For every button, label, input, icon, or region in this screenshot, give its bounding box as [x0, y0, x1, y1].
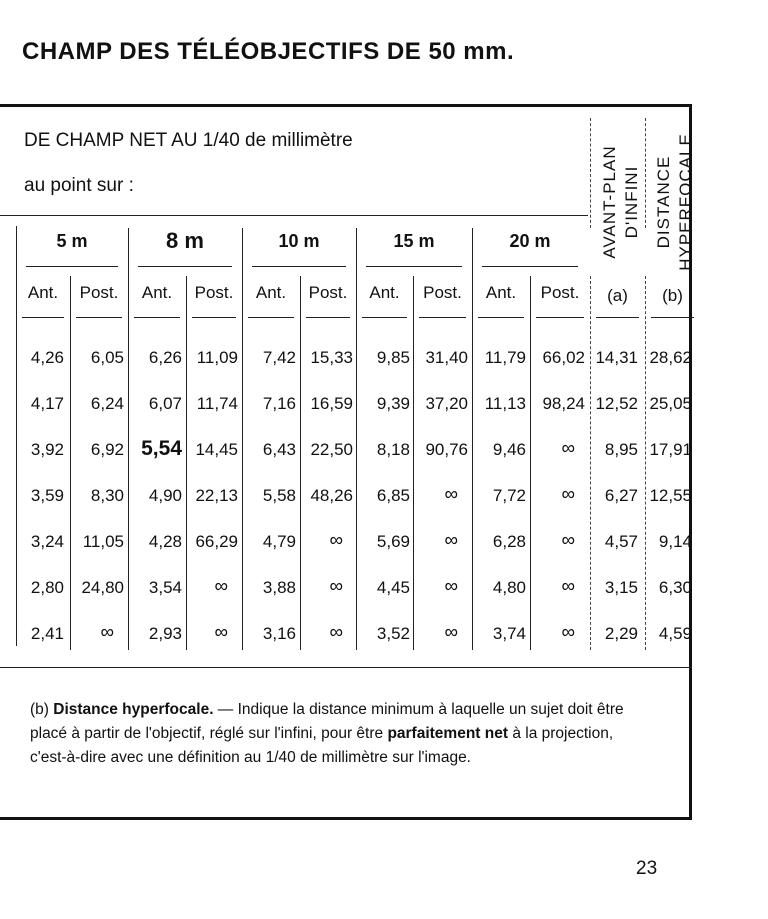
- table-cell: 3,24: [30, 532, 64, 551]
- table-cell: ∞: [561, 438, 575, 459]
- table-cell: 4,26: [30, 348, 64, 367]
- page-number: 23: [636, 858, 658, 879]
- table-cell: 6,05: [90, 348, 124, 367]
- table-cell: 6,26: [148, 348, 182, 367]
- table-cell: 98,24: [542, 394, 585, 413]
- header-distance-hyperfocale: DISTANCE HYPERFOCALE: [654, 133, 695, 271]
- table-cell: 6,92: [90, 440, 124, 459]
- table-cell: 4,90: [148, 486, 182, 505]
- table-cell: ∞: [561, 484, 575, 505]
- table-cell: 11,05: [82, 532, 124, 551]
- table-cell: 7,42: [262, 348, 296, 367]
- table-cell: 6,27: [604, 486, 638, 505]
- table-cell: 7,72: [492, 486, 526, 505]
- table-cell: 4,80: [492, 578, 526, 597]
- table-cell: ∞: [214, 576, 228, 597]
- table-cell: 11,79: [484, 348, 526, 367]
- table-cell: 3,59: [30, 486, 64, 505]
- table-cell: 3,74: [492, 624, 526, 643]
- header-avant-plan: AVANT-PLAN D'INFINI: [600, 145, 641, 259]
- column-header: (b): [662, 286, 683, 305]
- table-cell: 9,85: [376, 348, 410, 367]
- table-cell: 5,54: [141, 437, 182, 460]
- table-cell: ∞: [214, 622, 228, 643]
- rule-under-distance: [482, 266, 578, 267]
- table-cell: ∞: [444, 484, 458, 505]
- table-cell: 66,29: [195, 532, 238, 551]
- column-header: Ant.: [369, 283, 400, 302]
- table-cell: 5,69: [376, 532, 410, 551]
- table-cell: 6,30: [658, 578, 692, 597]
- footnote: [30, 698, 640, 770]
- column-header: Ant.: [141, 283, 173, 302]
- table-cell: 66,02: [542, 348, 585, 367]
- column-header: Post.: [540, 283, 580, 302]
- rule-under-distance: [138, 266, 232, 267]
- table-cell: 2,80: [30, 578, 64, 597]
- table-cell: 22,50: [310, 440, 353, 459]
- table-cell: 2,29: [604, 624, 638, 643]
- rule-under-column-header: [22, 317, 64, 318]
- table-cell: 3,16: [262, 624, 296, 643]
- rule-under-column-header: [134, 317, 180, 318]
- table-cell: ∞: [329, 622, 343, 643]
- table-cell: 3,52: [376, 624, 410, 643]
- rule-under-column-header: [478, 317, 524, 318]
- table-cell: ∞: [329, 576, 343, 597]
- column-separator: [645, 118, 646, 228]
- table-cell: 5,58: [262, 486, 296, 505]
- table-cell: 8,95: [604, 440, 638, 459]
- table-cell: 22,13: [195, 486, 238, 505]
- rule-under-column-header: [362, 317, 407, 318]
- column-header: Post.: [308, 283, 348, 302]
- rule-under-distance: [252, 266, 346, 267]
- table-cell: ∞: [444, 622, 458, 643]
- table-cell: 3,92: [30, 440, 64, 459]
- table-cell: ∞: [444, 530, 458, 551]
- table-cell: 4,45: [376, 578, 410, 597]
- table-cell: 3,15: [604, 578, 638, 597]
- table-cell: 4,28: [148, 532, 182, 551]
- distance-header: 10 m: [278, 231, 320, 251]
- table-cell: 4,57: [604, 532, 638, 551]
- table-cell: 6,28: [492, 532, 526, 551]
- rule-under-column-header: [596, 317, 639, 318]
- table-cell: 24,80: [81, 578, 124, 597]
- table-cell: 12,55: [649, 486, 692, 505]
- rule-table-bottom: [0, 667, 692, 668]
- page-title: CHAMP DES TÉLÉOBJECTIFS DE 50 mm.: [22, 38, 515, 65]
- table-cell: 6,85: [376, 486, 410, 505]
- table-cell: ∞: [561, 530, 575, 551]
- table-cell: ∞: [561, 622, 575, 643]
- rule-under-column-header: [651, 317, 694, 318]
- column-header: Post.: [79, 283, 119, 302]
- rule-under-intro: [0, 215, 588, 216]
- column-header: Post.: [194, 283, 234, 302]
- rule-under-column-header: [76, 317, 122, 318]
- table-cell: 6,07: [148, 394, 182, 413]
- table-cell: 2,41: [30, 624, 64, 643]
- distance-header: 20 m: [509, 231, 551, 251]
- table-cell: 9,46: [492, 440, 526, 459]
- table-cell: 12,52: [595, 394, 638, 413]
- table-cell: 3,88: [262, 578, 296, 597]
- table-cell: 9,39: [376, 394, 410, 413]
- rule-under-distance: [26, 266, 118, 267]
- intro-line-2: au point sur :: [24, 175, 134, 196]
- table-cell: ∞: [444, 576, 458, 597]
- table-cell: 8,30: [90, 486, 124, 505]
- intro-line-1: DE CHAMP NET AU 1/40 de millimètre: [24, 130, 353, 151]
- column-separator: [590, 118, 591, 228]
- footnote-text-b: à la projection, c'est-à-dire avec une définition au 1/40 de millimètre sur l'image.: [30, 725, 614, 766]
- table-cell: 2,93: [148, 624, 182, 643]
- table-cell: 16,59: [310, 394, 353, 413]
- table-cell: ∞: [561, 576, 575, 597]
- table-cell: 90,76: [425, 440, 468, 459]
- footnote-text-a: — Indique la distance minimum à laquelle un sujet doit être placé à partir de l'objectif, réglé sur l'infini, pour être: [30, 701, 624, 742]
- footnote-emphasis: parfaitement net: [387, 725, 509, 742]
- table-cell: ∞: [329, 530, 343, 551]
- table-cell: 11,09: [196, 348, 238, 367]
- table-cell: 15,33: [310, 348, 353, 367]
- rule-under-column-header: [419, 317, 466, 318]
- column-header: Ant.: [255, 283, 287, 302]
- table-cell: 31,40: [425, 348, 468, 367]
- table-cell: 3,54: [148, 578, 182, 597]
- rule-under-distance: [366, 266, 462, 267]
- rule-under-column-header: [306, 317, 350, 318]
- table-cell: 4,79: [262, 532, 296, 551]
- table-cell: 6,24: [90, 394, 124, 413]
- distance-header: 8 m: [166, 228, 204, 253]
- column-header: Post.: [423, 283, 462, 302]
- table-cell: 17,91: [649, 440, 692, 459]
- column-header: (a): [607, 286, 628, 305]
- table-cell: 28,62: [649, 348, 692, 367]
- table-cell: 4,17: [30, 394, 64, 413]
- rule-under-column-header: [248, 317, 294, 318]
- table-cell: 8,18: [376, 440, 410, 459]
- table-cell: 11,74: [196, 394, 238, 413]
- column-header: Ant.: [27, 283, 59, 302]
- table-cell: 11,13: [484, 394, 526, 413]
- table-cell: 37,20: [425, 394, 468, 413]
- table-cell: 7,16: [262, 394, 296, 413]
- table-cell: 6,43: [262, 440, 296, 459]
- distance-header: 5 m: [56, 231, 88, 251]
- rule-under-column-header: [192, 317, 236, 318]
- table-cell: 48,26: [310, 486, 353, 505]
- distance-header: 15 m: [393, 231, 435, 251]
- table-cell: 25,05: [649, 394, 692, 413]
- table-cell: 14,45: [195, 440, 238, 459]
- table-cell: 9,14: [658, 532, 692, 551]
- rule-under-column-header: [536, 317, 584, 318]
- column-header: Ant.: [485, 283, 517, 302]
- table-cell: 14,31: [595, 348, 638, 367]
- footnote-term: Distance hyperfocale.: [53, 701, 214, 718]
- table-cell: ∞: [100, 622, 114, 643]
- table-cell: 4,59: [658, 624, 692, 643]
- footnote-label: (b): [30, 701, 49, 718]
